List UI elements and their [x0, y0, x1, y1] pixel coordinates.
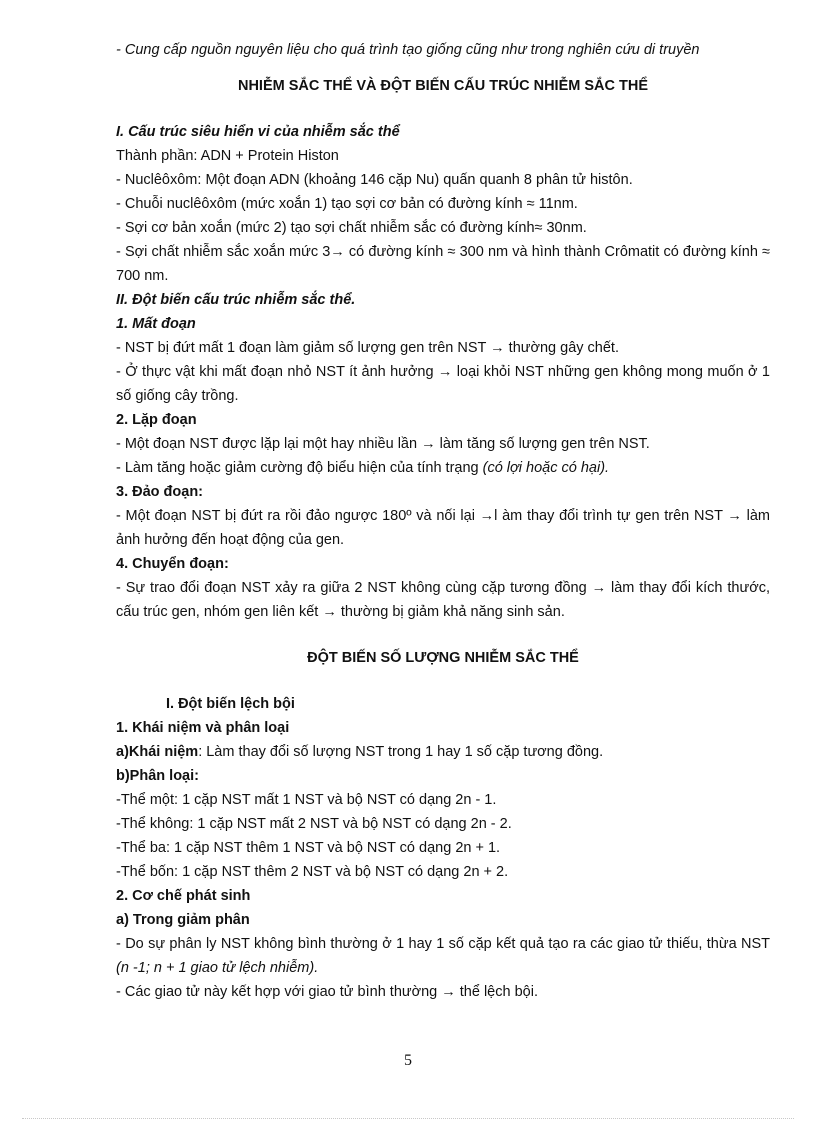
concept-heading: 1. Khái niệm và phân loại [116, 720, 290, 736]
footer-divider [22, 1118, 794, 1119]
section1-title: NHIỄM SẮC THỂ VÀ ĐỘT BIẾN CẤU TRÚC NHIỄM SẮC THỂ [237, 78, 649, 94]
translocation-line: - Sự trao đổi đoạn NST xảy ra giữa 2 NST không cùng cặp tương đồng → làm thay đổi kích thước, cấu trúc gen, nhóm gen liên kết → thường bị giảm khả năng sinh sản. [116, 580, 770, 620]
meiosis-heading: a) Trong giảm phân [116, 912, 250, 928]
duplication-line-italic: (có lợi hoặc có hại). [482, 460, 610, 476]
type-line: -Thể ba: 1 cặp NST thêm 1 NST và bộ NST có dạng 2n + 1. [116, 840, 501, 856]
definition-text: : Làm thay đổi số lượng NST trong 1 hay 1 số cặp tương đồng. [198, 744, 604, 760]
meiosis-line [116, 932, 770, 980]
inversion-line: - Một đoạn NST bị đứt ra rồi đảo ngược 180º và nối lại →l àm thay đổi trình tự gen trên NST → làm ảnh hưởng đến hoạt động của gen. [116, 508, 770, 548]
duplication-line-text: - Làm tăng hoặc giảm cường độ biểu hiện của tính trạng [116, 460, 483, 476]
duplication-line: - Một đoạn NST được lặp lại một hay nhiều lần → làm tăng số lượng gen trên NST. [116, 436, 650, 452]
structure-line: - Chuỗi nuclêôxôm (mức xoắn 1) tạo sợi cơ bản có đường kính ≈ 11nm. [116, 196, 578, 212]
meiosis-line: - Các giao tử này kết hợp với giao tử bình thường → thể lệch bội. [116, 984, 538, 1000]
aneuploidy-heading: I. Đột biến lệch bội [166, 696, 295, 712]
structure-line: - Sợi chất nhiễm sắc xoắn mức 3→ có đường kính ≈ 300 nm và hình thành Crômatit có đường kính ≈ 700 nm. [116, 244, 770, 284]
structure-line: Thành phần: ADN + Protein Histon [116, 148, 339, 164]
page-number: 5 [404, 1052, 412, 1069]
duplication-heading: 2. Lặp đoạn [116, 412, 197, 428]
mechanism-heading: 2. Cơ chế phát sinh [116, 888, 251, 904]
section2-title: ĐỘT BIẾN SỐ LƯỢNG NHIỄM SẮC THỂ [307, 650, 579, 666]
intro-bullet: - Cung cấp nguồn nguyên liệu cho quá trình tạo giống cũng như trong nghiên cứu di truyền [116, 42, 700, 58]
deletion-line: - Ở thực vật khi mất đoạn nhỏ NST ít ảnh hưởng → loại khỏi NST những gen không mong muốn ở 1 số giống cây trồng. [116, 364, 770, 404]
type-line: -Thể bốn: 1 cặp NST thêm 2 NST và bộ NST có dạng 2n + 2. [116, 864, 509, 880]
inversion-heading: 3. Đảo đoạn: [116, 484, 204, 500]
meiosis-line-italic: (n -1; n + 1 giao tử lệch nhiễm). [116, 960, 319, 976]
type-line: -Thể không: 1 cặp NST mất 2 NST và bộ NST có dạng 2n - 2. [116, 816, 512, 832]
classification-label: b)Phân loại: [116, 768, 199, 784]
section1-part2-heading: II. Đột biến cấu trúc nhiễm sắc thể. [116, 292, 356, 308]
definition-label: a)Khái niệm [116, 744, 199, 760]
structure-line: - Nuclêôxôm: Một đoạn ADN (khoảng 146 cặp Nu) quấn quanh 8 phân tử histôn. [116, 172, 633, 188]
section1-part1-heading: I. Cấu trúc siêu hiển vi của nhiễm sắc thể [116, 124, 400, 140]
document-page [116, 38, 770, 1004]
structure-line: - Sợi cơ bản xoắn (mức 2) tạo sợi chất nhiễm sắc có đường kính≈ 30nm. [116, 220, 587, 236]
meiosis-line-text: - Do sự phân ly NST không bình thường ở 1 hay 1 số cặp kết quả tạo ra các giao tử thiếu, thừa NST [116, 936, 770, 952]
translocation-heading: 4. Chuyển đoạn: [116, 556, 229, 572]
type-line: -Thể một: 1 cặp NST mất 1 NST và bộ NST có dạng 2n - 1. [116, 792, 497, 808]
duplication-line [116, 456, 770, 480]
deletion-line: - NST bị đứt mất 1 đoạn làm giảm số lượng gen trên NST → thường gây chết. [116, 340, 619, 356]
deletion-heading: 1. Mất đoạn [116, 316, 196, 332]
concept-definition [116, 740, 770, 764]
